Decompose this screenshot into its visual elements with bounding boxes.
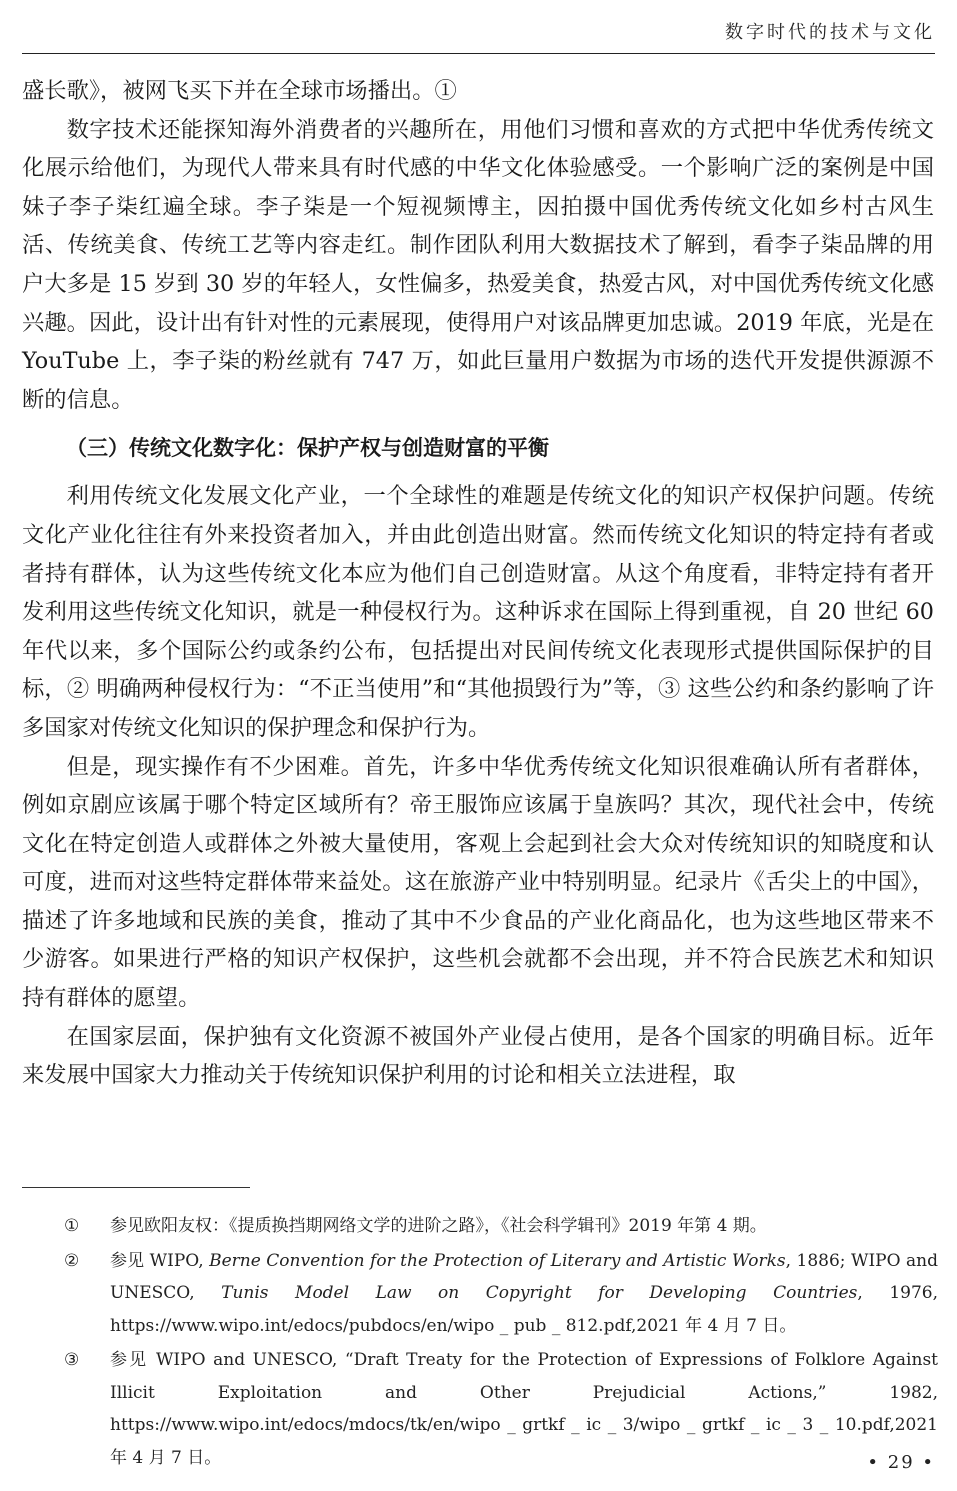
footnote-text-prefix: 参见 WIPO,: [110, 1250, 210, 1271]
footnote-2: [22, 1245, 938, 1343]
footnote-text-mid: , 1886; WIPO and UNESCO,: [110, 1250, 939, 1303]
footnotes: [22, 1210, 938, 1474]
footnote-divider: [22, 1187, 250, 1188]
footnote-3: [22, 1344, 938, 1474]
paragraph-difficulties: 但是，现实操作有不少困难。首先，许多中华优秀传统文化知识很难确认所有者群体，例如京剧应该属于哪个特定区域所有？帝王服饰应该属于皇族吗？其次，现代社会中，传统文化在特定创造人或群体之外被大量使用，客观上会起到社会大众对传统知识的知晓度和认可度，进而对这些特定群体带来益处。这在旅游产业中特别明显。纪录片《舌尖上的中国》，描述了许多地域和民族的美食，推动了其中不少食品的产业化商品化，也为这些地区带来不少游客。如果进行严格的知识产权保护，这些机会就都不会出现，并不符合民族艺术和知识持有群体的愿望。: [22, 753, 934, 1012]
footnote-text: 参见 WIPO and UNESCO, “Draft Treaty for the Protection of Expressions of Folklore Against Illicit Exploitation and Other Prejudicial Actions,” 1982, https://www.wipo.int/edocs/mdocs/tk/en/wipo _ grtkf _ ic _ 3/wipo _ grtkf _ ic _ 3 _ 10.pdf,2021 年 4 月 7 日。: [110, 1350, 938, 1468]
paragraph-liziqi: 数字技术还能探知海外消费者的兴趣所在，用他们习惯和喜欢的方式把中华优秀传统文化展示给他们，为现代人带来具有时代感的中华文化体验感受。一个影响广泛的案例是中国妹子李子柒红遍全球。李子柒是一个短视频博主，因拍摄中国优秀传统文化如乡村古风生活、传统美食、传统工艺等内容走红。制作团队利用大数据技术了解到，看李子柒品牌的用户大多是 15 岁到 30 岁的年轻人，女性偏多，热爱美食，热爱古风，对中国优秀传统文化感兴趣。因此，设计出有针对性的元素展现，使得用户对该品牌更加忠诚。2019 年底，光是在 YouTube 上，李子柒的粉丝就有 747 万，如此巨量用户数据为市场的迭代开发提供源源不断的信息。: [22, 116, 934, 413]
section-heading: （三）传统文化数字化：保护产权与创造财富的平衡: [66, 436, 549, 461]
footnote-marker: ②: [64, 1250, 80, 1271]
header-divider: [22, 53, 935, 54]
footnote-1: [22, 1210, 938, 1243]
paragraph-ip-problem: 利用传统文化发展文化产业，一个全球性的难题是传统文化的知识产权保护问题。传统文化产业化往往有外来投资者加入，并由此创造出财富。然而传统文化知识的特定持有者或者持有群体，认为这些传统文化本应为他们自己创造财富。从这个角度看，非特定持有者开发利用这些传统文化知识，就是一种侵权行为。这种诉求在国际上得到重视，自 20 世纪 60 年代以来，多个国际公约或条约公布，包括提出对民间传统文化表现形式提供国际保护的目标，② 明确两种侵权行为：“不正当使用”和“其他损毁行为”等，③ 这些公约和条约影响了许多国家对传统文化知识的保护理念和保护行为。: [22, 483, 934, 741]
footnote-text-suffix: , 1976, https://www.wipo.int/edocs/pubdocs/en/wipo _ pub _ 812.pdf,2021 年 4 月 7 日。: [110, 1283, 938, 1336]
footnote-text: 参见欧阳友权：《提质换挡期网络文学的进阶之路》，《社会科学辑刊》2019 年第 4 期。: [110, 1216, 767, 1236]
footnote-marker: ③: [64, 1350, 80, 1370]
footnote-marker: ①: [64, 1216, 80, 1236]
main-text: [22, 72, 934, 1095]
paragraph-continued: 盛长歌》，被网飞买下并在全球市场播出。①: [22, 78, 457, 104]
page-number: • 29 •: [867, 1452, 935, 1473]
footnote-work-title: Tunis Model Law on Copyright for Developing Countries: [221, 1283, 858, 1303]
paragraph-national-level: 在国家层面，保护独有文化资源不被国外产业侵占使用，是各个国家的明确目标。近年来发展中国家大力推动关于传统知识保护利用的讨论和相关立法进程，取: [22, 1023, 934, 1089]
running-header: 数字时代的技术与文化: [725, 22, 935, 43]
footnote-work-title: Berne Convention for the Protection of Literary and Artistic Works: [209, 1250, 786, 1271]
